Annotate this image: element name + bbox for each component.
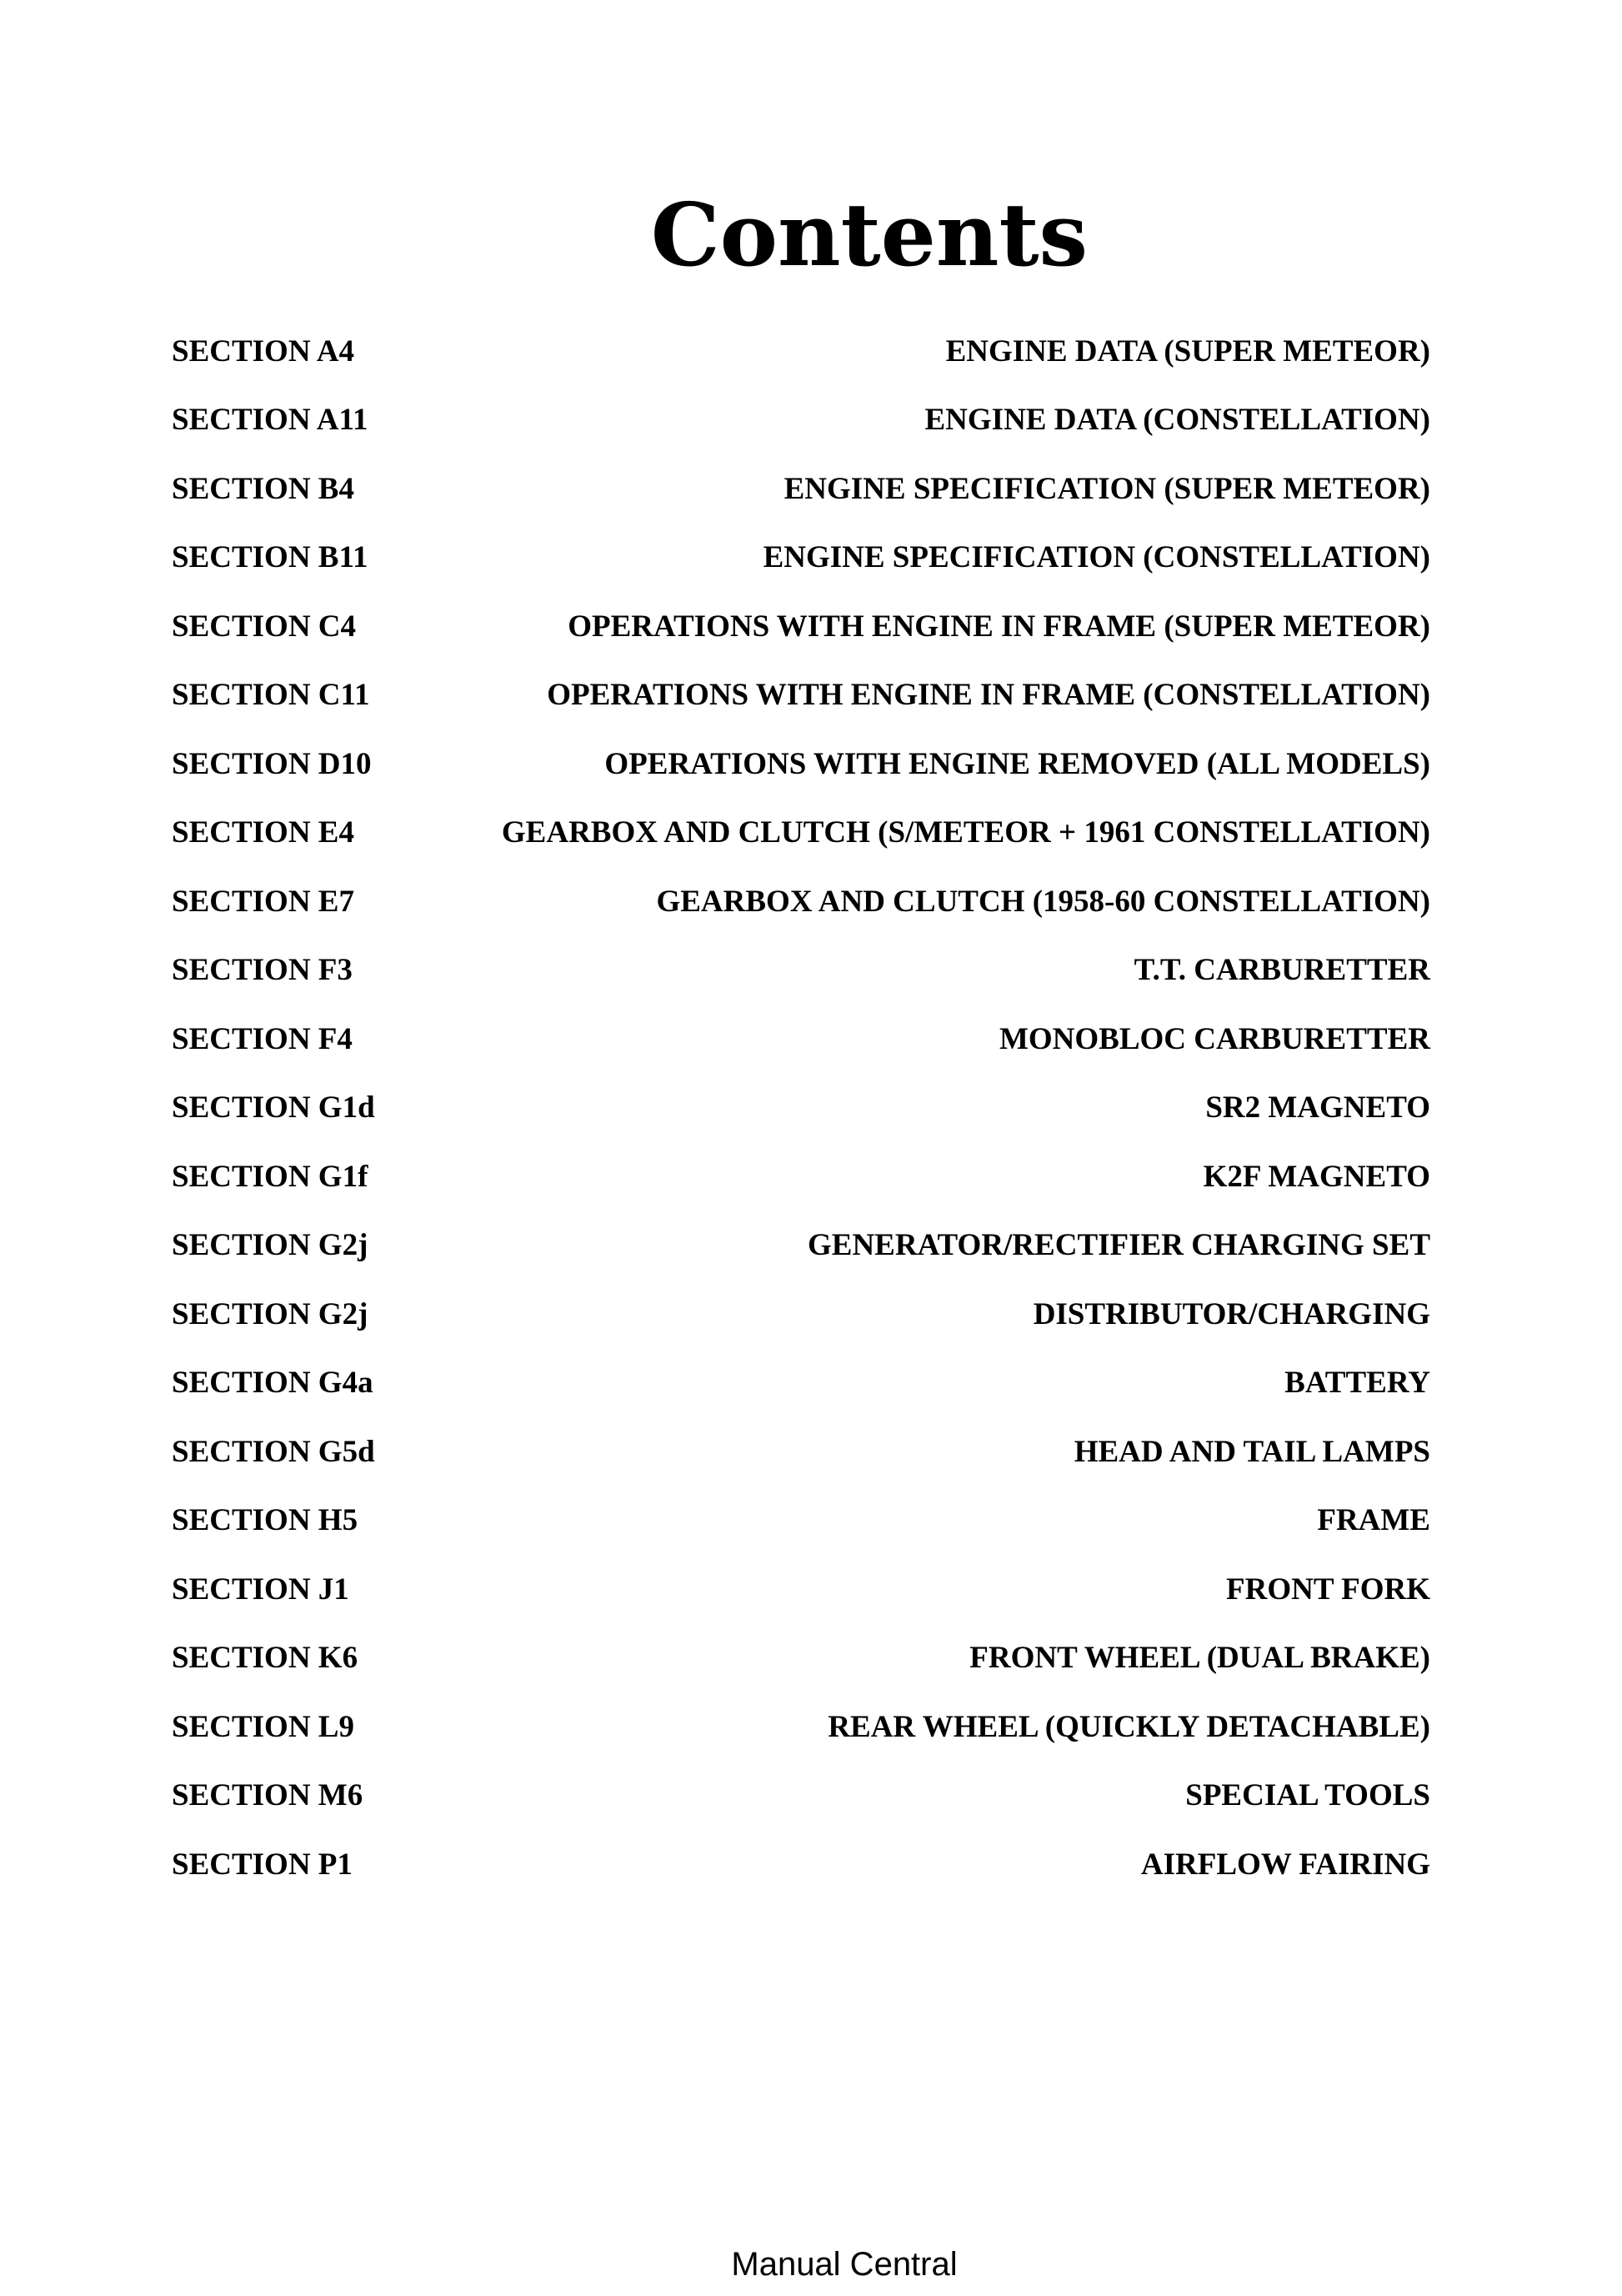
- contents-row: [172, 1074, 1430, 1143]
- section-code: SECTION G2j: [172, 1296, 368, 1331]
- section-title: ENGINE SPECIFICATION (SUPER METEOR): [783, 471, 1430, 506]
- page-footer: Manual Central: [731, 2246, 958, 2283]
- section-code: SECTION E7: [172, 884, 354, 919]
- contents-list: [172, 317, 1430, 1899]
- contents-row: [172, 1486, 1430, 1556]
- contents-row: [172, 386, 1430, 455]
- section-title: ENGINE SPECIFICATION (CONSTELLATION): [763, 540, 1430, 575]
- section-title: OPERATIONS WITH ENGINE IN FRAME (CONSTELLATION): [547, 678, 1430, 713]
- contents-row: [172, 1280, 1430, 1349]
- section-code: SECTION B11: [172, 540, 368, 575]
- section-title: OPERATIONS WITH ENGINE IN FRAME (SUPER METEOR): [568, 609, 1430, 644]
- section-code: SECTION H5: [172, 1503, 358, 1538]
- contents-row: [172, 729, 1430, 799]
- contents-row: [172, 1830, 1430, 1899]
- section-code: SECTION F4: [172, 1021, 353, 1056]
- contents-row: [172, 1624, 1430, 1693]
- section-title: DISTRIBUTOR/CHARGING: [1033, 1296, 1430, 1331]
- section-title: GEARBOX AND CLUTCH (1958-60 CONSTELLATION): [656, 884, 1430, 919]
- section-title: FRAME: [1317, 1503, 1430, 1538]
- section-title: K2F MAGNETO: [1203, 1159, 1430, 1194]
- section-title: FRONT FORK: [1226, 1572, 1430, 1607]
- section-title: GEARBOX AND CLUTCH (S/METEOR + 1961 CONSTELLATION): [501, 815, 1430, 850]
- contents-row: [172, 1555, 1430, 1624]
- contents-row: [172, 1349, 1430, 1418]
- section-title: FRONT WHEEL (DUAL BRAKE): [969, 1641, 1430, 1676]
- contents-row: [172, 592, 1430, 661]
- section-title: HEAD AND TAIL LAMPS: [1074, 1434, 1430, 1469]
- section-title: OPERATIONS WITH ENGINE REMOVED (ALL MODELS): [604, 746, 1430, 781]
- section-title: ENGINE DATA (CONSTELLATION): [924, 403, 1430, 438]
- section-code: SECTION A4: [172, 333, 354, 368]
- contents-row: [172, 1417, 1430, 1486]
- contents-row: [172, 867, 1430, 936]
- contents-row: [172, 317, 1430, 386]
- section-title: AIRFLOW FAIRING: [1140, 1847, 1430, 1882]
- contents-row: [172, 661, 1430, 730]
- section-code: SECTION D10: [172, 746, 372, 781]
- section-code: SECTION J1: [172, 1572, 349, 1607]
- section-title: GENERATOR/RECTIFIER CHARGING SET: [808, 1228, 1430, 1263]
- section-code: SECTION F3: [172, 953, 353, 988]
- contents-row: [172, 799, 1430, 868]
- contents-row: [172, 1692, 1430, 1762]
- section-code: SECTION C11: [172, 678, 370, 713]
- contents-row: [172, 524, 1430, 593]
- section-title: BATTERY: [1284, 1366, 1430, 1401]
- section-code: SECTION B4: [172, 471, 354, 506]
- contents-row: [172, 936, 1430, 1005]
- section-code: SECTION K6: [172, 1641, 358, 1676]
- contents-row: [172, 454, 1430, 524]
- page-title: Contents: [650, 183, 1089, 286]
- contents-row: [172, 1142, 1430, 1211]
- section-title: SPECIAL TOOLS: [1185, 1778, 1430, 1813]
- section-title: ENGINE DATA (SUPER METEOR): [945, 333, 1430, 368]
- section-code: SECTION C4: [172, 609, 357, 644]
- contents-row: [172, 1005, 1430, 1074]
- section-code: SECTION G5d: [172, 1434, 375, 1469]
- section-title: MONOBLOC CARBURETTER: [999, 1021, 1430, 1056]
- section-code: SECTION A11: [172, 403, 368, 438]
- section-code: SECTION L9: [172, 1709, 354, 1744]
- section-code: SECTION P1: [172, 1847, 353, 1882]
- section-code: SECTION G4a: [172, 1366, 373, 1401]
- contents-row: [172, 1211, 1430, 1281]
- section-title: REAR WHEEL (QUICKLY DETACHABLE): [828, 1709, 1430, 1744]
- contents-row: [172, 1762, 1430, 1831]
- section-code: SECTION G2j: [172, 1228, 368, 1263]
- section-code: SECTION E4: [172, 815, 354, 850]
- section-code: SECTION G1d: [172, 1090, 375, 1125]
- section-code: SECTION G1f: [172, 1159, 368, 1194]
- section-title: T.T. CARBURETTER: [1134, 953, 1430, 988]
- section-code: SECTION M6: [172, 1778, 363, 1813]
- section-title: SR2 MAGNETO: [1205, 1090, 1430, 1125]
